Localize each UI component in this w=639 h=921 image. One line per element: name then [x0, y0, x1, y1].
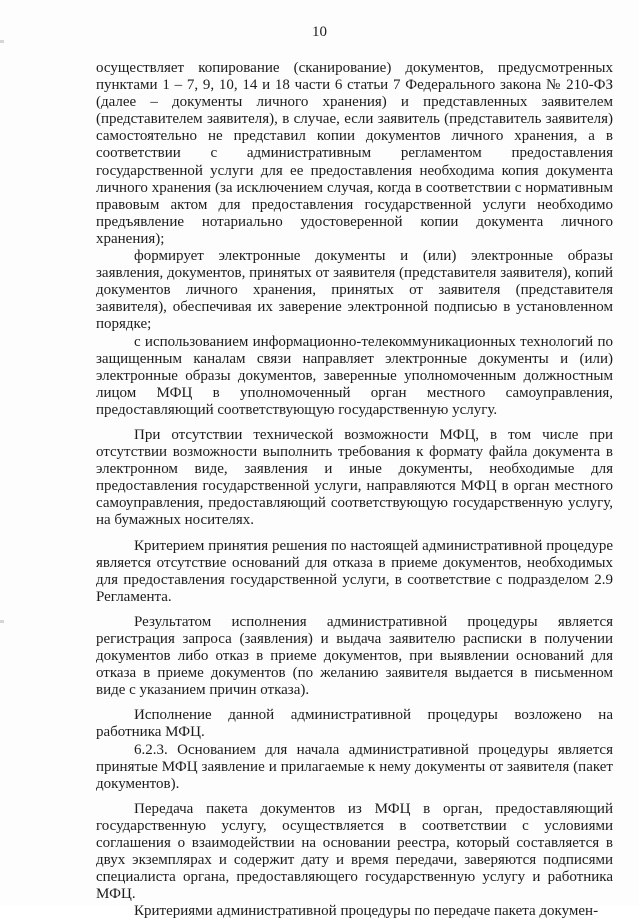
paragraph: осуществляет копирование (сканирование) документов, предусмотренных пунктами 1 – 7, 9, 10, 14 и 18 части 6 статьи 7 Федерального закона № 210-ФЗ (далее – документы личного хранения) и представленных заявителем (представителем заявителя), в случае, если заявитель (представитель заявителя) самостоятельно не представил копии документов личного хранения, а в соответствии с административным регламентом предоставления государственной услуги для ее предоставления необходима копия документа личного хранения (за исключением случая, когда в соответствии с нормативным правовым актом для предоставления государственной услуги необходимо предъявление нотариально удостоверенной копии документа личного хранения); — [96, 60, 613, 247]
paragraph: Критериями административной процедуры по передаче пакета докумен- — [134, 903, 599, 920]
paragraph: При отсутствии технической возможности МФЦ, в том числе при отсутствии возможности выполнить требования к формату файла документа в электронном виде, заявления и иные документы, необходимые для предоставления государственной услуги, направляются МФЦ в орган местного самоуправления, предоставляющий соответствующую государственную услугу, на бумажных носителях. — [96, 426, 613, 529]
paragraph: Критерием принятия решения по настоящей административной процедуре является отсутствие оснований для отказа в приеме документов, необходимых для предоставления государственной услуги, в соответствие с подразделом 2.9 Регламента. — [96, 537, 613, 605]
scan-edge-mark — [0, 620, 4, 623]
paragraph: 6.2.3. Основанием для начала административной процедуры является принятые МФЦ заявление и прилагаемые к нему документы от заявителя (пакет документов). — [96, 741, 613, 792]
page-number: 10 — [312, 24, 327, 40]
paragraph: Результатом исполнения административной процедуры является регистрация запроса (заявления) и выдача заявителю расписки в получении документов либо отказ в приеме документов, при выявлении оснований для отказа в приеме документов (по желанию заявителя выдается в письменном виде с указанием причин отказа). — [96, 613, 613, 699]
paragraph: Исполнение данной административной процедуры возложено на работника МФЦ. — [96, 707, 613, 741]
paragraph: формирует электронные документы и (или) электронные образы заявления, документов, принятых от заявителя (представителя заявителя), копий документов личного хранения, принятых от заявителя (представителя заявителя), обеспечивая их заверение электронной подписью в установленном порядке; — [96, 248, 613, 333]
paragraph: с использованием информационно-телекоммуникационных технологий по защищенным каналам связи направляет электронные документы и (или) электронные образы документов, заверенные уполномоченным должностным лицом МФЦ в уполномоченный орган местного самоуправления, предоставляющий соответствующую государственную услугу. — [96, 333, 613, 418]
document-body — [96, 60, 613, 921]
paragraph: Передача пакета документов из МФЦ в орган, предоставляющий государственную услугу, осуществляется в соответствии с условиями соглашения о взаимодействии на основании реестра, который составляется в двух экземплярах и содержит дату и время передачи, заверяются подписями специалиста органа, предоставляющего государственную услугу и работника МФЦ. — [96, 800, 613, 903]
